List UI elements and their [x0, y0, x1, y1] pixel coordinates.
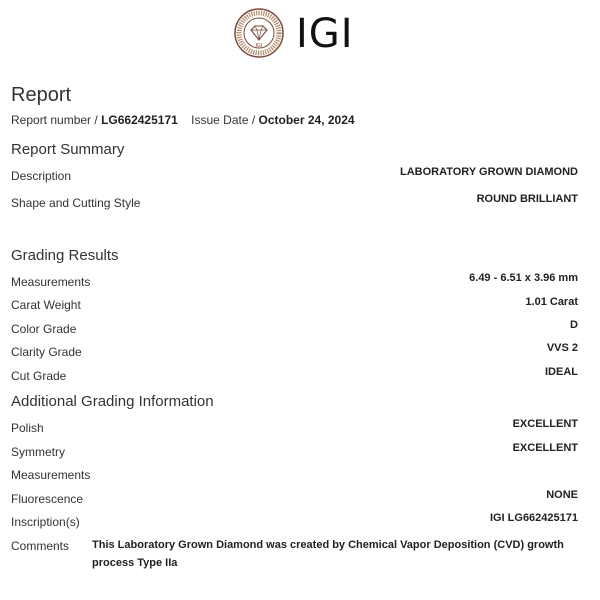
polish-value: EXCELLENT — [512, 418, 578, 430]
report-meta — [11, 113, 355, 127]
additional-measurements-label: Measurements — [11, 468, 91, 482]
shape-label: Shape and Cutting Style — [11, 196, 141, 210]
symmetry-label: Symmetry — [11, 445, 65, 459]
additional-info-heading: Additional Grading Information — [11, 393, 214, 410]
grading-results-heading: Grading Results — [11, 247, 119, 264]
cut-grade-value: IDEAL — [545, 366, 578, 378]
inscription-value: IGI LG662425171 — [489, 512, 578, 524]
shape-value: ROUND BRILLIANT — [476, 193, 578, 205]
brand-name: IGI — [296, 11, 354, 57]
header — [0, 8, 600, 58]
comments-value: This Laboratory Grown Diamond was created by Chemical Vapor Deposition (CVD) growth process Type IIa — [92, 539, 564, 569]
description-label: Description — [11, 169, 72, 183]
symmetry-value: EXCELLENT — [512, 442, 578, 454]
issue-date-value: October 24, 2024 — [258, 113, 355, 127]
carat-weight-value: 1.01 Carat — [525, 296, 578, 308]
color-grade-value: D — [570, 319, 578, 331]
page-title: Report — [11, 84, 72, 106]
clarity-grade-value: VVS 2 — [546, 342, 578, 354]
igi-seal-logo — [234, 8, 284, 58]
svg-text:IGI: IGI — [255, 43, 263, 49]
color-grade-label: Color Grade — [11, 322, 77, 336]
fluorescence-value: NONE — [546, 489, 578, 501]
clarity-grade-label: Clarity Grade — [11, 345, 82, 359]
comments-label: Comments — [11, 539, 70, 553]
report-summary-heading: Report Summary — [11, 141, 125, 158]
report-number-value: LG662425171 — [101, 113, 178, 127]
fluorescence-label: Fluorescence — [11, 492, 84, 506]
carat-weight-label: Carat Weight — [11, 298, 81, 312]
report-number-label: Report number / — [11, 113, 98, 127]
measurements-label: Measurements — [11, 275, 91, 289]
cut-grade-label: Cut Grade — [11, 369, 67, 383]
measurements-value: 6.49 - 6.51 x 3.96 mm — [469, 272, 578, 284]
issue-date-label: Issue Date / — [191, 113, 256, 127]
description-value: LABORATORY GROWN DIAMOND — [399, 166, 578, 178]
polish-label: Polish — [11, 421, 44, 435]
inscription-label: Inscription(s) — [11, 515, 80, 529]
